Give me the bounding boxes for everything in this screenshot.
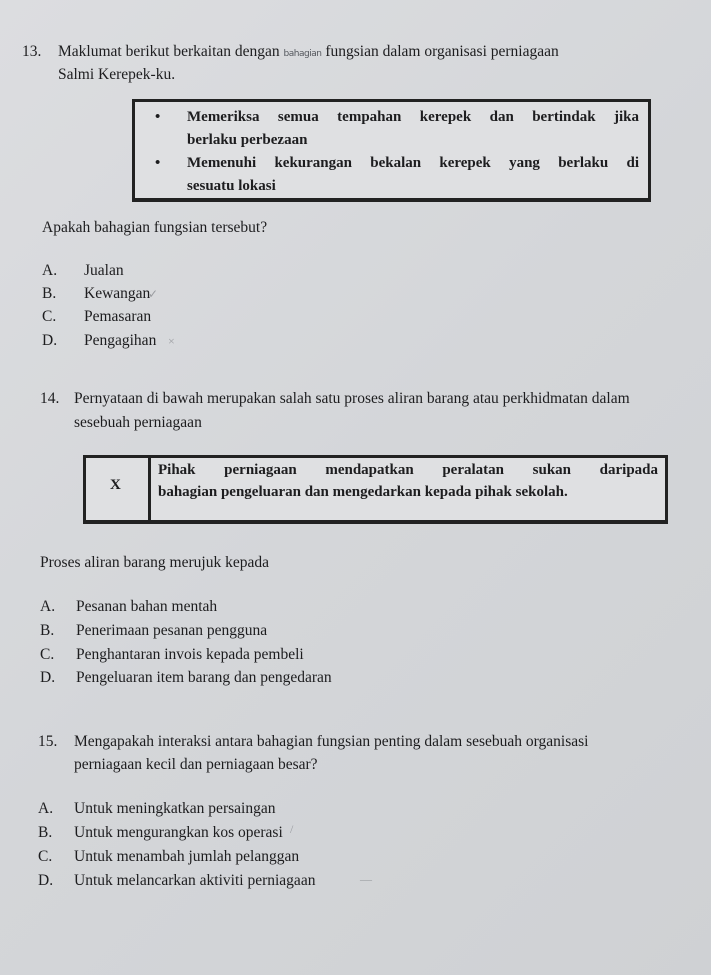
pencil-mark-icon: ✓ [148,287,159,301]
bullet-icon: • [155,155,161,171]
option-letter: A. [42,262,58,279]
question-text-line2: sesebuah perniagaan [74,414,202,431]
question-text-line2: perniagaan kecil dan perniagaan besar? [74,756,318,773]
option-letter: A. [38,800,54,817]
question-prompt: Apakah bahagian fungsian tersebut? [42,219,268,236]
option-letter: B. [42,285,57,302]
option-text: Penerimaan pesanan pengguna [76,622,268,639]
option-text: Untuk menambah jumlah pelanggan [74,848,300,865]
option-letter: D. [42,332,58,349]
option-text: Jualan [84,262,124,279]
option-text: Untuk mengurangkan kos operasi [74,824,283,841]
question-number: 15. [38,733,58,750]
info-box [132,99,651,202]
box-item-line: berlaku perbezaan [187,132,308,148]
text-part: Maklumat berikut berkaitan dengan [58,43,280,60]
option-letter: C. [40,646,55,663]
box-item-line: Memeriksa semua tempahan kerepek dan bertindak jika [187,109,639,125]
option-text: Pesanan bahan mentah [76,598,218,615]
option-text: Kewangan [84,285,151,302]
option-text: Pengagihan [84,332,157,349]
option-letter: B. [40,622,55,639]
option-text: Untuk meningkatkan persaingan [74,800,276,817]
option-letter: D. [40,669,56,686]
option-letter: D. [38,872,54,889]
bullet-icon: • [155,109,161,125]
question-text-line2: Salmi Kerepek-ku. [58,66,176,83]
box-divider [148,458,151,520]
text-part: fungsian dalam organisasi perniagaan [325,43,559,60]
question-text: Mengapakah interaksi antara bahagian fungsian penting dalam sesebuah organisasi [74,733,589,750]
statement-line: Pihak perniagaan mendapatkan peralatan sukan daripada [158,462,658,478]
box-item-line: Memenuhi kekurangan bekalan kerepek yang berlaku di [187,155,639,171]
question-text: Pernyataan di bawah merupakan salah satu proses aliran barang atau perkhidmatan dalam [74,390,630,407]
handwritten-annotation: bahagian [283,49,322,59]
statement-label: X [110,477,121,493]
option-text: Untuk melancarkan aktiviti perniagaan [74,872,316,889]
option-letter: A. [40,598,56,615]
option-text: Pengeluaran item barang dan pengedaran [76,669,332,686]
pencil-mark-icon: / [290,822,294,836]
option-letter: C. [42,308,57,325]
box-item-line: sesuatu lokasi [187,178,276,194]
option-text: Pemasaran [84,308,152,325]
option-text: Penghantaran invois kepada pembeli [76,646,304,663]
question-number: 13. [22,43,42,60]
option-letter: B. [38,824,53,841]
question-prompt: Proses aliran barang merujuk kepada [40,554,269,571]
question-text [58,43,559,61]
question-number: 14. [40,390,60,407]
pencil-mark-icon: — [360,872,372,886]
statement-box [83,455,668,524]
pencil-cross-icon: × [168,334,175,348]
statement-line: bahagian pengeluaran dan mengedarkan kepada pihak sekolah. [158,484,568,500]
option-letter: C. [38,848,53,865]
